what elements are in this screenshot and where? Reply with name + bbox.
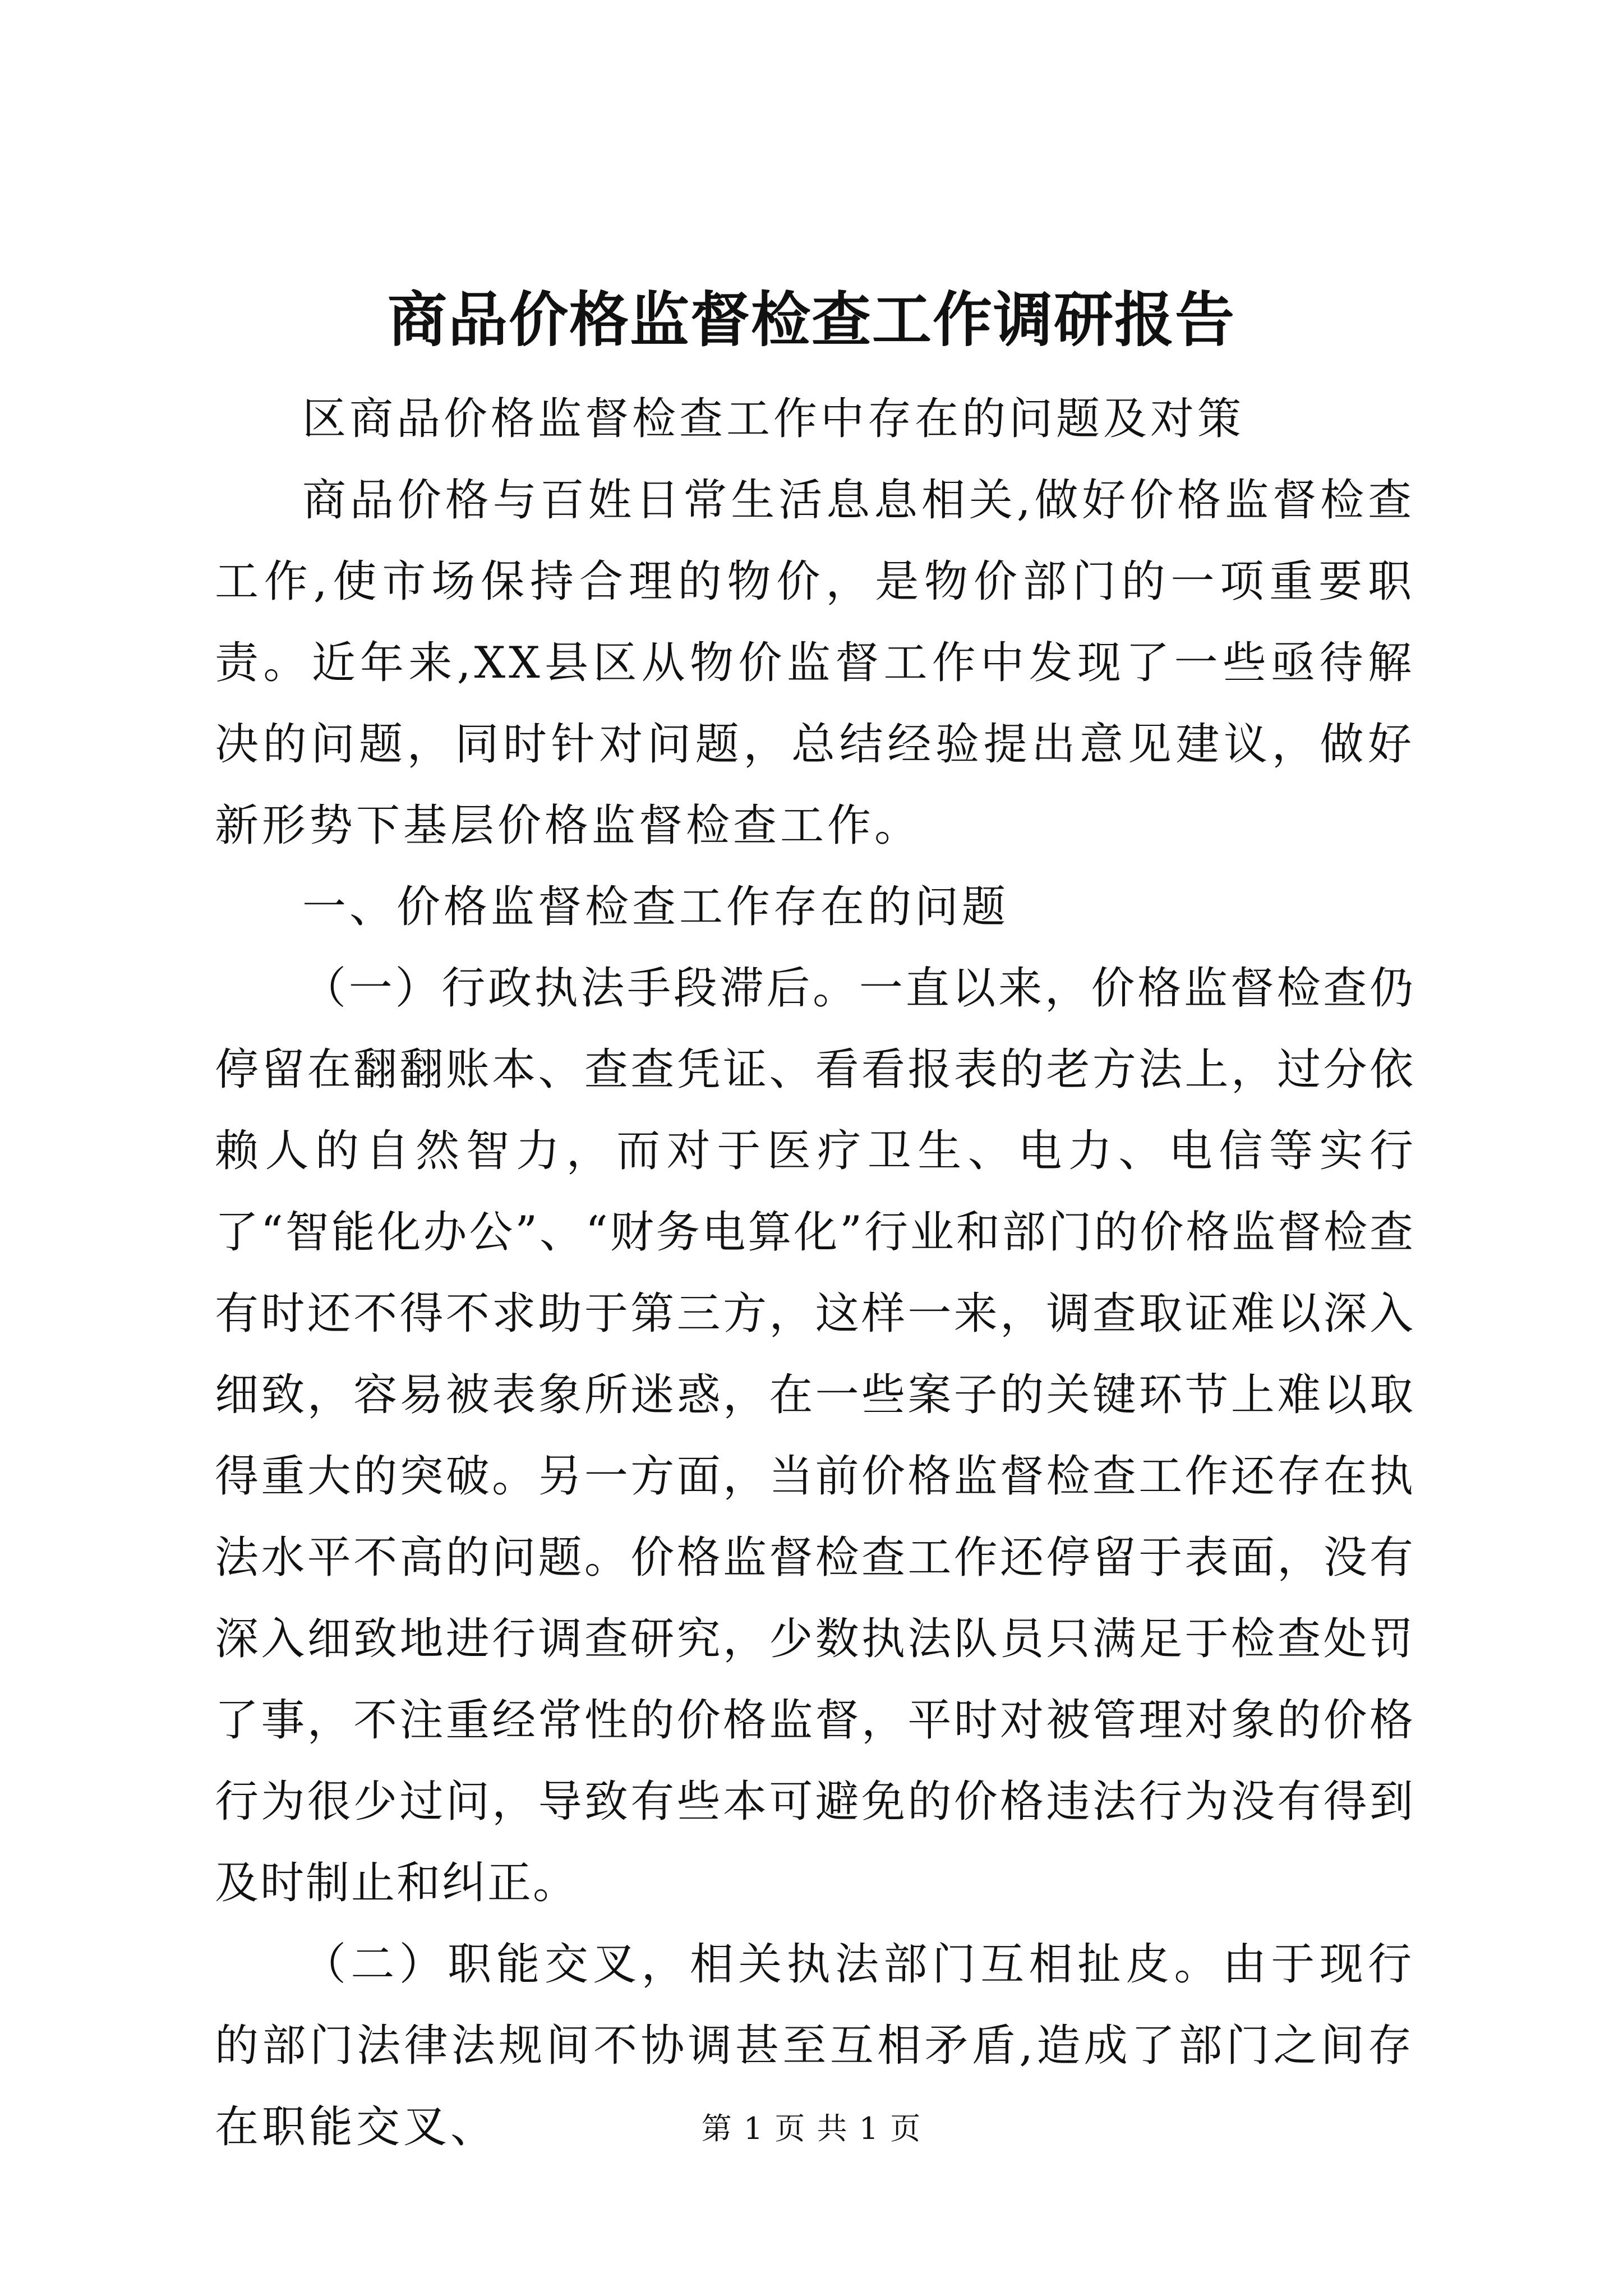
document-body [215, 379, 1415, 2168]
subtitle-paragraph: 区商品价格监督检查工作中存在的问题及对策 [302, 394, 1245, 444]
problem-two-paragraph: （二）职能交叉，相关执法部门互相扯皮。由于现行的部门法律法规间不协调甚至互相矛盾,造成了部门之间存在职能交叉、 [215, 1939, 1415, 2152]
problem-one-paragraph: （一）行政执法手段滞后。一直以来，价格监督检查仍停留在翻翻账本、查查凭证、看看报表的老方法上，过分依赖人的自然智力，而对于医疗卫生、电力、电信等实行了“智能化办公”、“财务电算化”行业和部门的价格监督检查有时还不得不求助于第三方，这样一来，调查取证难以深入细致，容易被表象所迷惑，在一些案子的关键环节上难以取得重大的突破。另一方面，当前价格监督检查工作还存在执法水平不高的问题。价格监督检查工作还停留于表面，没有深入细致地进行调查研究，少数执法队员只满足于检查处罚了事，不注重经常性的价格监督，平时对被管理对象的价格行为很少过问，导致有些本可避免的价格违法行为没有得到及时制止和纠正。 [215, 963, 1415, 1908]
page-footer: 第 1 页 共 1 页 [701, 2111, 922, 2146]
page-title: 商品价格监督检查工作调研报告 [388, 284, 1235, 355]
intro-paragraph: 商品价格与百姓日常生活息息相关,做好价格监督检查工作,使市场保持合理的物价，是物价部门的一项重要职责。近年来,XX县区从物价监督工作中发现了一些亟待解决的问题，同时针对问题，总结经验提出意见建议，做好新形势下基层价格监督检查工作。 [215, 475, 1415, 851]
section-heading: 一、价格监督检查工作存在的问题 [302, 882, 1009, 932]
